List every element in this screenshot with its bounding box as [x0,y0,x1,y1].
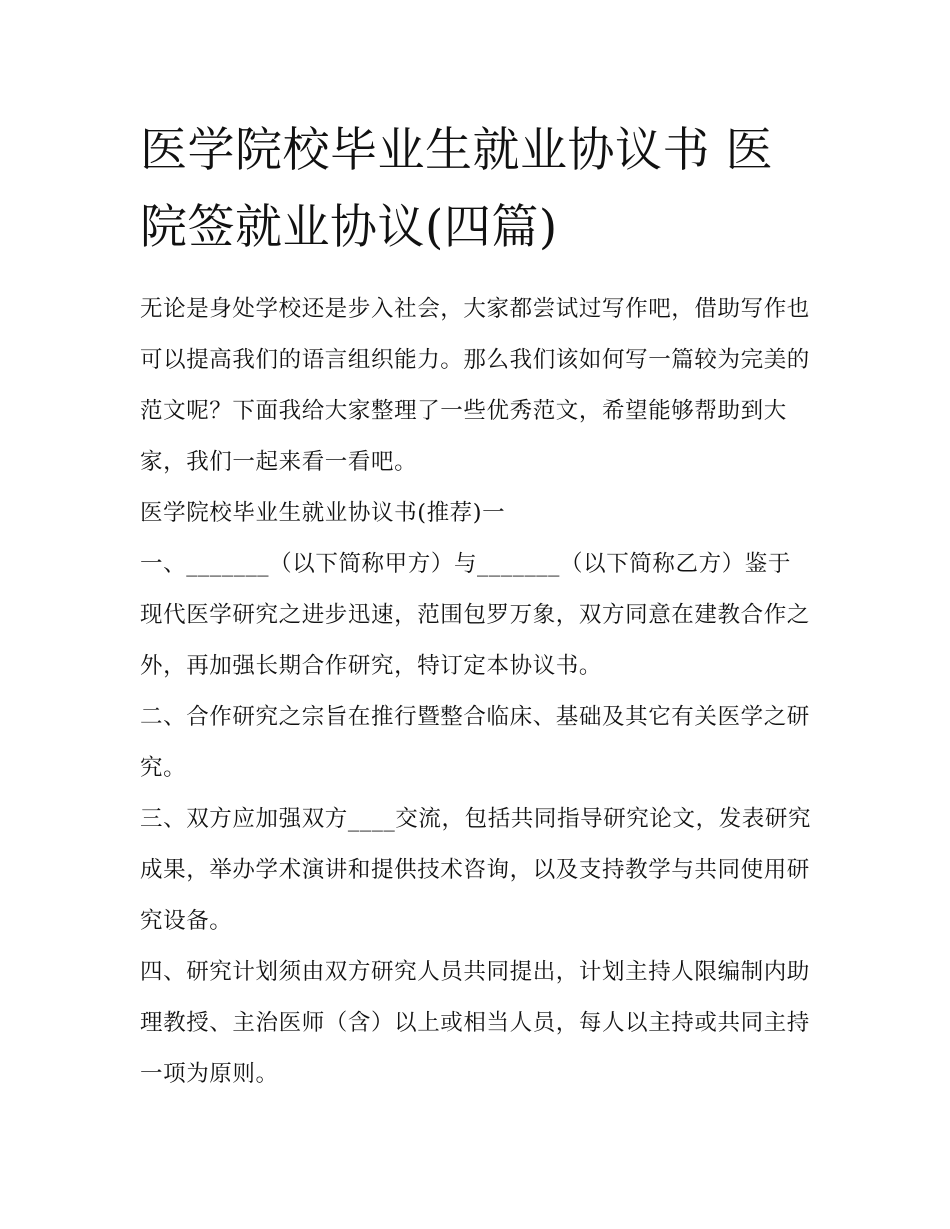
clause-3: 三、双方应加强双方____交流，包括共同指导研究论文，发表研究成果，举办学术演讲和提供技术咨询，以及支持教学与共同使用研究设备。 [140,806,812,934]
clause-2: 二、合作研究之宗旨在推行暨整合临床、基础及其它有关医学之研究。 [140,704,810,781]
document-title: 医学院校毕业生就业协议书 医院签就业协议(四篇) [140,123,773,255]
section-heading: 医学院校毕业生就业协议书(推荐)一 [140,500,506,526]
document-page [140,112,812,1100]
clause-1: 一、_______（以下简称甲方）与_______（以下简称乙方）鉴于现代医学研究之进步迅速，范围包罗万象，双方同意在建教合作之外，再加强长期合作研究，特订定本协议书。 [140,551,810,679]
clause-4: 四、研究计划须由双方研究人员共同提出，计划主持人限编制内助理教授、主治医师（含）以上或相当人员，每人以主持或共同主持一项为原则。 [140,959,810,1087]
intro-paragraph: 无论是身处学校还是步入社会，大家都尝试过写作吧，借助写作也可以提高我们的语言组织能力。那么我们该如何写一篇较为完美的范文呢？下面我给大家整理了一些优秀范文，希望能够帮助到大家，我们一起来看一看吧。 [140,296,810,475]
